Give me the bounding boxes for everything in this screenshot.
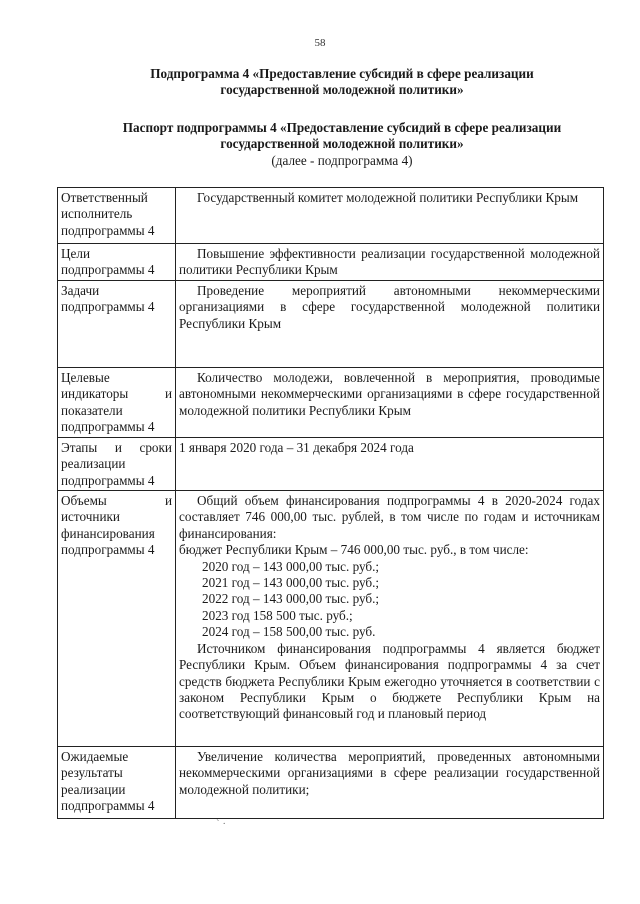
row-label: Объемы и источники финансирования подпрограммы 4 (58, 491, 176, 747)
page-number: 58 (314, 37, 326, 49)
funding-budget-line: бюджет Республики Крым – 746 000,00 тыс. руб., в том числе: (179, 542, 529, 558)
scan-mark: ` · (216, 818, 227, 830)
funding-year-2021: 2021 год – 143 000,00 тыс. руб.; (202, 575, 380, 591)
funding-total-text: Общий объем финансирования подпрограммы 4 в 2020-2024 годах составляет 746 000,00 тыс. рублей, в том числе по годам и источникам финансирования: (179, 493, 600, 541)
subprogram-title (52, 66, 632, 98)
table-row (58, 437, 604, 490)
funding-year-2022: 2022 год – 143 000,00 тыс. руб.; (202, 591, 380, 607)
table-row (58, 280, 604, 367)
passport-title-line-1: Паспорт подпрограммы 4 «Предоставление субсидий в сфере реализации (122, 120, 562, 135)
expected-results-text: Увеличение количества мероприятий, проведенных автономными некоммерческими организациями в сфере реализации государственной молодежной политики; (179, 749, 600, 797)
passport-subtitle: (далее - подпрограмма 4) (271, 153, 413, 168)
row-label: Этапы и сроки реализации подпрограммы 4 (58, 437, 176, 490)
row-content (176, 367, 604, 437)
row-content (176, 188, 604, 244)
row-label: Ожидаемые результаты реализации подпрограммы 4 (58, 747, 176, 819)
table-row (58, 188, 604, 244)
table-row (58, 491, 604, 747)
tasks-text: Проведение мероприятий автономными некоммерческими организациями в сфере государственной молодежной политики Республики Крым (179, 282, 600, 331)
subprogram-title-line-1: Подпрограмма 4 «Предоставление субсидий в сфере реализации (150, 66, 534, 81)
indicators-text: Количество молодежи, вовлеченной в мероприятия, проводимые автономными некоммерческими организациями в сфере государственной молодежной политики Республики Крым (179, 369, 600, 418)
goals-text: Повышение эффективности реализации государственной молодежной политики Республики Крым (179, 246, 600, 278)
row-content (176, 244, 604, 281)
row-label: Задачи подпрограммы 4 (58, 280, 176, 367)
row-label: Цели подпрограммы 4 (58, 244, 176, 281)
table-row (58, 244, 604, 281)
executor-text: Государственный комитет молодежной политики Республики Крым (197, 190, 579, 205)
table-row (58, 367, 604, 437)
row-label: Целевые индикаторы и показатели подпрограммы 4 (58, 367, 176, 437)
timeline-text: 1 января 2020 года – 31 декабря 2024 года (179, 439, 414, 455)
subprogram-title-line-2: государственной молодежной политики» (220, 82, 464, 97)
row-content (176, 437, 604, 490)
row-content (176, 280, 604, 367)
row-label: Ответственный исполнитель подпрограммы 4 (58, 188, 176, 244)
passport-title-line-2: государственной молодежной политики» (220, 136, 464, 151)
row-content (176, 747, 604, 819)
passport-table (57, 187, 604, 819)
passport-title (52, 120, 632, 152)
funding-year-2024: 2024 год – 158 500,00 тыс. руб. (202, 624, 376, 640)
row-content (176, 491, 604, 747)
funding-year-2023: 2023 год 158 500 тыс. руб.; (202, 607, 353, 623)
funding-year-2020: 2020 год – 143 000,00 тыс. руб.; (202, 558, 380, 574)
table-row (58, 747, 604, 819)
funding-source-text: Источником финансирования подпрограммы 4 является бюджет Республики Крым. Объем финансирования подпрограммы 4 за счет средств бюджета Республики Крым ежегодно уточняется в соответствии с законом Республики Крым о бюджете Республики Крым на соответствующий финансовый год и плановый период (179, 640, 600, 722)
